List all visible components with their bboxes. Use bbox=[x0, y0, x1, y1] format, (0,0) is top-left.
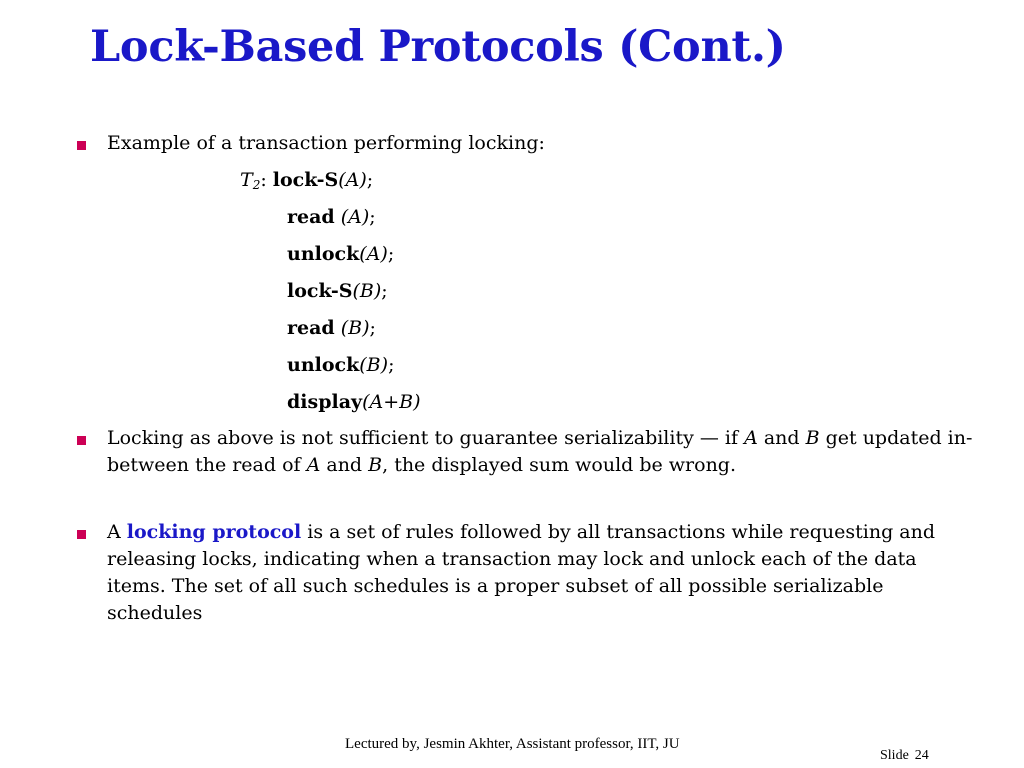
code-arg: (B) bbox=[359, 354, 389, 376]
bullet-3-text bbox=[107, 519, 957, 627]
locking-protocol-term: locking protocol bbox=[126, 521, 302, 543]
text-run: and bbox=[320, 454, 369, 476]
code-line-3 bbox=[287, 241, 394, 268]
bullet-marker-3 bbox=[77, 530, 86, 539]
text-run: , the displayed sum would be wrong. bbox=[382, 454, 737, 476]
slide-label: Slide bbox=[880, 748, 909, 763]
code-kw: read bbox=[287, 317, 335, 339]
code-arg: (B) bbox=[352, 280, 382, 302]
code-line-4 bbox=[287, 278, 388, 305]
code-end: ; bbox=[369, 206, 376, 228]
text-run: and bbox=[757, 427, 806, 449]
slide-number-value: 24 bbox=[914, 748, 929, 763]
code-line-5 bbox=[287, 315, 376, 342]
code-arg: (A) bbox=[359, 243, 388, 265]
text-run: Locking as above is not sufficient to guarantee serializability — if bbox=[107, 427, 745, 449]
footer-credit: Lectured by, Jesmin Akhter, Assistant professor, IIT, JU bbox=[345, 736, 680, 752]
slide-title: Lock-Based Protocols (Cont.) bbox=[90, 22, 786, 72]
code-arg: (A) bbox=[338, 169, 367, 191]
tx-subscript: 2 bbox=[252, 178, 261, 192]
code-kw: read bbox=[287, 206, 335, 228]
bullet-marker-2 bbox=[77, 436, 86, 445]
code-arg: (A+B) bbox=[362, 391, 421, 413]
code-kw: unlock bbox=[287, 354, 360, 376]
code-line-7 bbox=[287, 389, 421, 416]
bullet-marker-1 bbox=[77, 141, 86, 150]
slide-number bbox=[880, 748, 929, 764]
code-end: ; bbox=[381, 280, 388, 302]
tx-colon: : bbox=[260, 169, 267, 191]
code-arg: (A) bbox=[340, 206, 370, 228]
var-b: B bbox=[805, 427, 820, 449]
code-kw: display bbox=[287, 391, 363, 413]
code-tx-line bbox=[240, 167, 373, 199]
code-end: ; bbox=[388, 354, 395, 376]
text-run: A bbox=[107, 521, 127, 543]
tx-name: T bbox=[240, 169, 253, 191]
bullet-2-text bbox=[107, 425, 973, 479]
code-line-2 bbox=[287, 204, 376, 231]
code-arg: (B) bbox=[340, 317, 370, 339]
var-b: B bbox=[368, 454, 383, 476]
text-run: is a set of rules followed by all transactions while requesting and releasing locks, indicating when a transaction may lock and unlock each of the data items. The set of all such schedules is a proper subset of all possible serializable schedules bbox=[107, 521, 936, 624]
bullet-1-text: Example of a transaction performing locking: bbox=[107, 132, 545, 154]
code-line-6 bbox=[287, 352, 394, 379]
var-a: A bbox=[306, 454, 321, 476]
var-a: A bbox=[744, 427, 758, 449]
code-kw: lock-S bbox=[287, 280, 353, 302]
code-kw: lock-S bbox=[272, 169, 339, 191]
code-kw: unlock bbox=[287, 243, 360, 265]
code-end: ; bbox=[387, 243, 395, 265]
text-run: get updated in-between the read of bbox=[107, 427, 973, 476]
code-end: ; bbox=[366, 169, 374, 191]
code-end: ; bbox=[369, 317, 376, 339]
